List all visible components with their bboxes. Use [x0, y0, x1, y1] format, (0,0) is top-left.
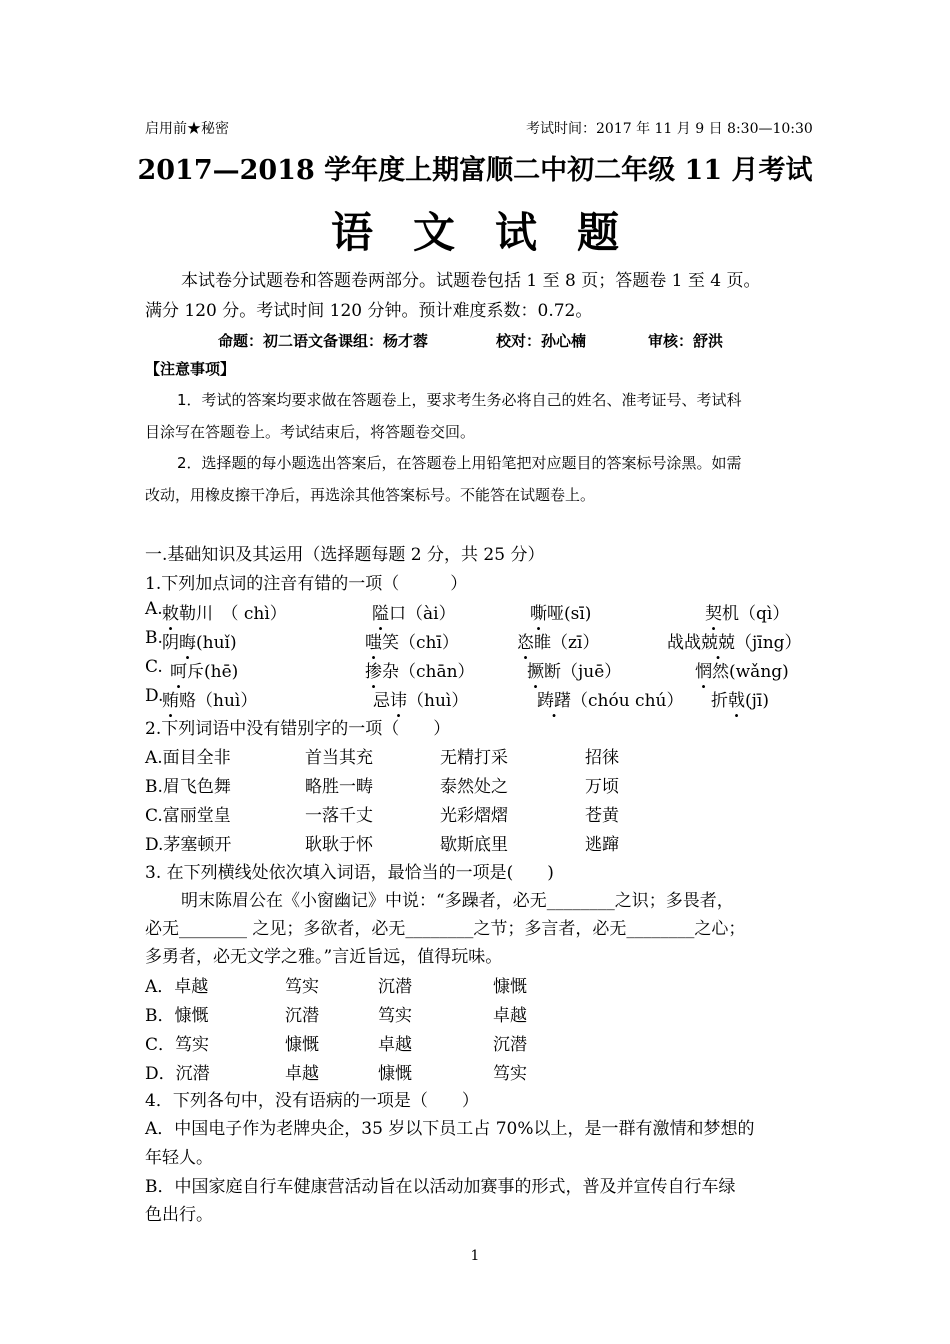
- word: D．沉潜: [145, 1064, 210, 1084]
- word: C．笃实: [145, 1035, 210, 1055]
- word: B．慷慨: [145, 1006, 209, 1026]
- word: 沉潜: [493, 1035, 527, 1055]
- dotted-char: 惘: [695, 662, 712, 682]
- word: 卓越: [285, 1064, 319, 1084]
- word: 笃实: [285, 977, 319, 997]
- credit-proof: 校对：孙心楠: [496, 332, 587, 350]
- pinyin-item: 忌讳（huì）: [373, 691, 469, 711]
- header-left: 启用前★秘密: [145, 121, 229, 137]
- q4-option-a-line2: 年轻人。: [145, 1148, 213, 1168]
- word: 沉潜: [378, 977, 412, 997]
- word: 万顷: [585, 777, 619, 797]
- word: 笃实: [378, 1006, 412, 1026]
- q3-stem: 3. 在下列横线处依次填入词语，最恰当的一项是( ): [145, 863, 554, 883]
- q1-stem: 1.下列加点词的注音有错的一项（ ）: [145, 574, 468, 594]
- pinyin-item: 隘口（ài）: [372, 604, 456, 624]
- pinyin-item: 契机（qì）: [705, 604, 790, 624]
- notice-item1-line1: 1．考试的答案均要求做在答题卷上，要求考生务必将自己的姓名、准考证号、考试科: [177, 391, 742, 409]
- dotted-char: 契: [705, 604, 722, 624]
- page-number: 1: [470, 1248, 480, 1264]
- dotted-char: 恣: [517, 633, 534, 653]
- word: C.富丽堂皇: [145, 806, 231, 826]
- word: 慷慨: [493, 977, 527, 997]
- pinyin-item: 战战兢兢（jīng）: [667, 633, 802, 653]
- dotted-char: 嗤: [365, 633, 382, 653]
- pinyin-item: 嘶哑(sī): [530, 604, 592, 624]
- q3-passage-1: 明末陈眉公在《小窗幽记》中说：“多躁者，必无________之识；多畏者，: [181, 891, 734, 911]
- q4-option-b-line2: 色出行。: [145, 1205, 213, 1225]
- pinyin-item: 惘然(wǎng): [695, 662, 789, 682]
- word: D.茅塞顿开: [145, 835, 232, 855]
- word: 无精打采: [440, 748, 508, 768]
- exam-subtitle: 语文试题: [330, 208, 659, 257]
- dotted-char: 撅: [527, 662, 544, 682]
- word: 沉潜: [285, 1006, 319, 1026]
- pinyin-item: 踌躇（chóu chú）: [537, 691, 684, 711]
- option-label: B.: [145, 628, 163, 648]
- word: 一落千丈: [305, 806, 373, 826]
- word: B.眉飞色舞: [145, 777, 231, 797]
- q4-option-b-line1: B．中国家庭自行车健康营活动旨在以活动加赛事的形式，普及并宣传自行车绿: [145, 1177, 736, 1197]
- dotted-char: 呵: [170, 662, 187, 682]
- pinyin-item: 嗤笑（chī）: [365, 633, 459, 653]
- option-label: C.: [145, 657, 163, 677]
- intro-line-2: 满分 120 分。考试时间 120 分钟。预计难度系数：0.72。: [145, 301, 593, 321]
- header-right: 考试时间：2017 年 11 月 9 日 8:30—10:30: [526, 121, 813, 137]
- intro-line-1: 本试卷分试题卷和答题卷两部分。试题卷包括 1 至 8 页；答题卷 1 至 4 页。: [181, 271, 761, 291]
- word: A．卓越: [145, 977, 209, 997]
- dotted-char: 隘: [372, 604, 389, 624]
- pinyin-item: 阴晦(huǐ): [162, 633, 237, 653]
- word: 卓越: [493, 1006, 527, 1026]
- word: 泰然处之: [440, 777, 508, 797]
- word: 首当其充: [305, 748, 373, 768]
- word: 招徕: [585, 748, 619, 768]
- credit-review: 审核：舒洪: [648, 332, 724, 350]
- word: 慷慨: [285, 1035, 319, 1055]
- dotted-char: 兢兢: [701, 633, 735, 653]
- notice-heading: 【注意事项】: [145, 360, 236, 378]
- dotted-char: 嘶: [530, 604, 547, 624]
- dotted-char: 踌躇: [537, 691, 571, 711]
- pinyin-item: 恣睢（zī）: [517, 633, 600, 653]
- pinyin-item: 折戟(jī): [711, 691, 769, 711]
- q3-passage-3: 多勇者，必无文学之雅。”言近旨远，值得玩味。: [145, 947, 503, 967]
- word: 慷慨: [378, 1064, 412, 1084]
- section-heading: 一.基础知识及其运用（选择题每题 2 分，共 25 分）: [145, 545, 545, 565]
- q3-passage-2: 必无________ 之见；多欲者，必无________之节；多言者，必无________之心；: [145, 919, 746, 939]
- word: 苍黄: [585, 806, 619, 826]
- word: A.面目全非: [145, 748, 231, 768]
- pinyin-item: 呵斥(hē): [170, 662, 239, 682]
- dotted-char: 戟: [728, 691, 745, 711]
- credit-author: 命题：初二语文备课组：杨才蓉: [218, 332, 429, 350]
- dotted-char: 讳: [390, 691, 407, 711]
- q4-stem: 4．下列各句中，没有语病的一项是（ ）: [145, 1091, 479, 1111]
- pinyin-item: 掺杂（chān）: [365, 662, 475, 682]
- dotted-char: 贿: [162, 691, 179, 711]
- q2-stem: 2.下列词语中没有错别字的一项（ ）: [145, 719, 451, 739]
- word: 逃蹿: [585, 835, 619, 855]
- dotted-char: 敕: [162, 604, 179, 624]
- option-label: A.: [145, 599, 163, 619]
- notice-item2-line1: 2．选择题的每小题选出答案后，在答题卷上用铅笔把对应题目的答案标号涂黑。如需: [177, 454, 742, 472]
- word: 歇斯底里: [440, 835, 508, 855]
- word: 卓越: [378, 1035, 412, 1055]
- dotted-char: 晦: [179, 633, 196, 653]
- q4-option-a-line1: A．中国电子作为老牌央企，35 岁以下员工占 70%以上，是一群有激情和梦想的: [145, 1119, 755, 1139]
- pinyin-item: 贿赂（huì）: [162, 691, 258, 711]
- option-label: D.: [145, 686, 164, 706]
- exam-title: 2017—2018 学年度上期富顺二中初二年级 11 月考试: [137, 155, 813, 186]
- notice-item2-line2: 改动，用橡皮擦干净后，再选涂其他答案标号。不能答在试题卷上。: [145, 486, 596, 504]
- pinyin-item: 敕勒川 （ chì）: [162, 604, 287, 624]
- pinyin-item: 撅断（juē）: [527, 662, 622, 682]
- word: 耿耿于怀: [305, 835, 373, 855]
- word: 笃实: [493, 1064, 527, 1084]
- notice-item1-line2: 目涂写在答题卷上。考试结束后，将答题卷交回。: [145, 423, 476, 441]
- word: 略胜一畴: [305, 777, 373, 797]
- word: 光彩熠熠: [440, 806, 508, 826]
- dotted-char: 掺: [365, 662, 382, 682]
